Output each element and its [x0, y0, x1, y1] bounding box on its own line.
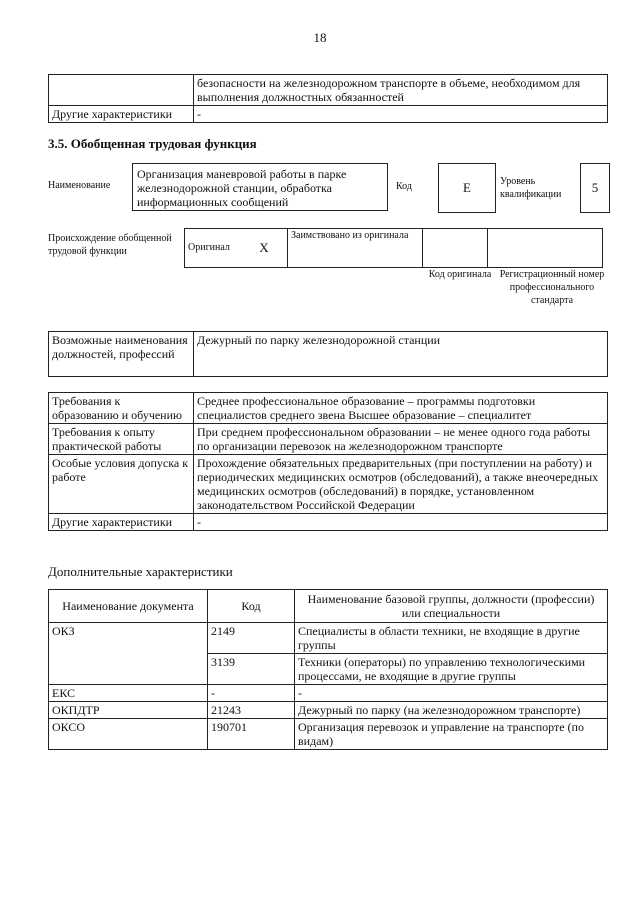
education-requirements-value: Среднее профессиональное образование – программы подготовки специалистов среднего звена Высшее образование – специалитет: [194, 393, 608, 424]
table-row-name: Дежурный по парку (на железнодорожном транспорте): [295, 702, 608, 719]
header-code: Код: [208, 590, 295, 623]
original-code-cell: [423, 229, 488, 268]
education-requirements-label: Требования к образованию и обучению: [49, 393, 194, 424]
registration-number-caption: Регистрационный номер профессионального стандарта: [499, 269, 605, 306]
table-row-code: -: [208, 685, 295, 702]
special-conditions-label: Особые условия допуска к работе: [49, 455, 194, 514]
original-mark: X: [241, 229, 288, 268]
header-document-name: Наименование документа: [49, 590, 208, 623]
table-row-name: Организация перевозок и управление на транспорте (по видам): [295, 719, 608, 750]
section-title: 3.5. Обобщенная трудовая функция: [48, 136, 257, 151]
page-number: 18: [313, 30, 327, 45]
table-row-name: Специалисты в области техники, не входящие в другие группы: [295, 623, 608, 654]
qualification-level-label: [500, 175, 576, 201]
qualification-level-box: 5: [580, 163, 610, 213]
experience-requirements-label: Требования к опыту практической работы: [49, 424, 194, 455]
original-code-caption: Код оригинала: [428, 269, 492, 280]
top-table-continuation: безопасности на железнодорожном транспорте в объеме, необходимом для выполнения должностных обязанностей: [194, 75, 608, 106]
name-label: Наименование: [48, 180, 111, 191]
top-table-other-label: Другие характеристики: [49, 106, 194, 123]
table-row-code: 190701: [208, 719, 295, 750]
registration-number-cell: [488, 229, 603, 268]
top-table: [48, 74, 608, 123]
header-group-name: Наименование базовой группы, должности (профессии) или специальности: [295, 590, 608, 623]
other-characteristics-value: -: [194, 514, 608, 531]
table-row-doc: ОКЗ: [49, 623, 208, 685]
original-label: Оригинал: [185, 229, 242, 268]
top-table-empty-cell: [49, 75, 194, 106]
additional-characteristics-title: Дополнительные характеристики: [48, 564, 233, 579]
origin-label: Происхождение обобщенной трудовой функции: [48, 233, 172, 257]
table-row-code: 2149: [208, 623, 295, 654]
possible-positions-label: Возможные наименования должностей, профессий: [49, 332, 194, 377]
table-row-doc: ЕКС: [49, 685, 208, 702]
borrowed-label: Заимствовано из оригинала: [288, 229, 423, 268]
table-row-name: Техники (операторы) по управлению технологическими процессами, не входящие в другие группы: [295, 654, 608, 685]
table-row-code: 3139: [208, 654, 295, 685]
table-row-name: -: [295, 685, 608, 702]
other-characteristics-label: Другие характеристики: [49, 514, 194, 531]
qualification-level-label-text: Уровень квалификации: [500, 176, 562, 200]
function-name-box: Организация маневровой работы в парке железнодорожной станции, обработка информационных сообщений: [132, 163, 388, 211]
top-table-other-value: -: [194, 106, 608, 123]
requirements-table: [48, 392, 608, 531]
table-row-code: 21243: [208, 702, 295, 719]
table-row-doc: ОКСО: [49, 719, 208, 750]
table-row-doc: ОКПДТР: [49, 702, 208, 719]
experience-requirements-value: При среднем профессиональном образовании – не менее одного года работы по организации перевозок на железнодорожном транспорте: [194, 424, 608, 455]
special-conditions-value: Прохождение обязательных предварительных (при поступлении на работу) и периодических медицинских осмотров (обследований), а также внеочередных медицинских осмотров (обследований) в порядке, установленном законодательством Российской Федерации: [194, 455, 608, 514]
code-label: Код: [396, 181, 412, 192]
possible-positions-value: Дежурный по парку железнодорожной станции: [194, 332, 608, 377]
additional-characteristics-table: [48, 589, 608, 750]
possible-positions-table: [48, 331, 608, 377]
code-value-box: E: [438, 163, 496, 213]
origin-table: [184, 228, 603, 268]
